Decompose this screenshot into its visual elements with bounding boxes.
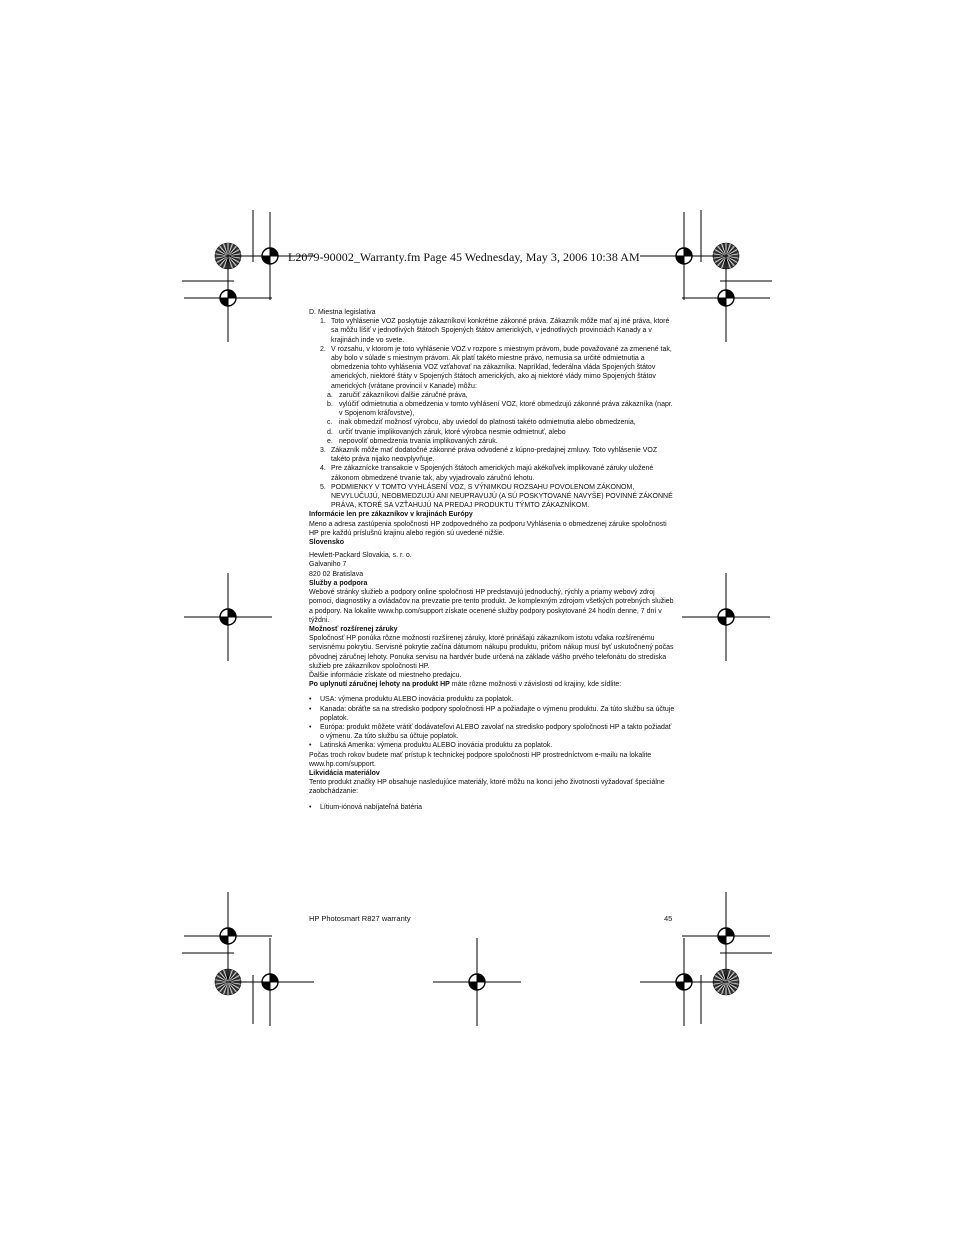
sublist-text: inak obmedziť možnosť výrobcu, aby uviedol do platnosti takéto odmietnutia alebo obmedzenia,: [339, 419, 636, 427]
section-title: D. Miestna legislatíva: [309, 309, 376, 316]
after-warranty-tail: Počas troch rokov budete mať prístup k technickej podpore spoločnosti HP prostredníctvom e-mailu na lokalite www.hp.com/support.: [309, 751, 652, 768]
list-text: Pre zákaznícke transakcie v Spojených štátoch amerických majú akékoľvek implikované záruky uložené zákonom obmedzené trvanie tak, aby vyjadrovalo záručnú lehotu.: [331, 465, 654, 482]
sublist-item: [309, 391, 675, 400]
bullet-text: Latinská Amerika: výmena produktu ALEBO inovácia produktu za poplatok.: [320, 742, 553, 750]
registration-mark-lower-right: [682, 892, 770, 980]
bullet-item: [309, 723, 675, 741]
registration-mark-bottom-center: [433, 938, 521, 1026]
address-line: Hewlett-Packard Slovakia, s. r. o.: [309, 552, 412, 560]
list-item: [309, 483, 675, 511]
list-text: PODMIENKY V TOMTO VYHLÁSENÍ VOZ, S VÝNIMKOU ROZSAHU POVOLENOM ZÁKONOM, NEVYLUČUJÚ, NEOBMEDZUJÚ ANI NEUPRAVUJÚ (A SÚ POSKYTOVANÉ NAVYŠE) POVINNÉ ZÁKONNÉ PRÁVA, KTORÉ SA VZŤAHUJÚ NA PREDAJ PRODUKTU TÝMTO ZÁKAZNÍKOM.: [331, 483, 673, 510]
bullet-text: Európa: produkt môžete vrátiť dodávateľovi ALEBO zavolať na stredisko podpory spoločnosti HP a takto požiadať o výmenu. Za túto službu sa účtuje poplatok.: [320, 723, 672, 741]
sublist-item: [309, 400, 675, 418]
sublist-text: vylúčiť odmietnutia a obmedzenia v tomto vyhlásení VOZ, ktoré obmedzujú zákonné práva zákazníka (napr. v Spojenom kráľovstve),: [339, 401, 673, 418]
section-local-legislation: [309, 308, 675, 510]
registration-mark-mid-right: [682, 573, 770, 661]
address-line: Galvaniho 7: [309, 561, 347, 569]
legislation-list: [309, 317, 675, 510]
address-line: 820 02 Bratislava: [309, 570, 364, 578]
page-number: 45: [664, 914, 673, 923]
bullet-mark: •: [309, 705, 312, 713]
list-text: V rozsahu, v ktorom je toto vyhlásenie VOZ v rozpore s miestnym právom, bude považované za zmenené tak, aby bolo v súlade s miestnym právom. Ak platí takéto miestne právo, nemusia sa určité odmietnutia a obmedzenia tohto vyhlásenia VOZ vzťahovať na zákazníka. Napríklad, federálna vláda Spojených štátov amerických, niektoré štáty v Spojených štátoch amerických, ako aj niektoré vlády mimo Spojených štátov amerických (vrátane provincií v Kanade) môžu:: [331, 345, 672, 390]
support-heading: Služby a podpora: [309, 579, 368, 587]
sublist-letter: e.: [327, 437, 333, 445]
after-warranty-lead-bold: Po uplynutí záručnej lehoty na produkt HP: [309, 681, 450, 689]
list-number: 5.: [320, 483, 326, 491]
list-number: 1.: [320, 318, 326, 326]
slovensko-address: [309, 551, 675, 579]
sublist-letter: b.: [327, 401, 333, 409]
extended-heading: Možnosť rozšírenej záruky: [309, 625, 398, 633]
sublist-letter: c.: [327, 419, 333, 427]
bullet-item: [309, 695, 675, 704]
bullet-mark: •: [309, 742, 312, 750]
extended-body: Spoločnosť HP ponúka rôzne možnosti rozšírenej záruky, ktoré prinášajú zákazníkom istotu vďaka rozšírenému servisnému pokrytiu. Servisné pokrytie začína dátumom nákupu produktu, pričom nákup musí byť uskutočnený počas pôvodnej záručnej lehoty. Ponuka servisu na hardvér bude určená na základe vášho prvého telefonátu do strediska služieb pre zákazníkov spoločnosti HP.: [309, 635, 674, 670]
running-head: L2079-90002_Warranty.fm Page 45 Wednesday, May 3, 2006 10:38 AM: [288, 250, 640, 264]
bullet-item: [309, 705, 675, 723]
bullet-item: [309, 803, 675, 812]
sublist-item: [309, 437, 675, 446]
disposal-body: Tento produkt značky HP obsahuje nasledujúce materiály, ktoré môžu na konci jeho životnosti vyžadovať špeciálne zaobchádzanie:: [309, 779, 665, 796]
disposal-heading: Likvidácia materiálov: [309, 769, 380, 777]
bullet-mark: •: [309, 803, 312, 811]
after-warranty-list: [309, 695, 675, 750]
list-text: Zákazník môže mať dodatočné zákonné práva odvodené z kúpno-predajnej zmluvy. Toto vyhlásenie VOZ takéto práva nijako neovplyvňuje.: [331, 447, 658, 464]
document-body: [309, 308, 675, 812]
registration-mark-lower-left: [184, 892, 272, 980]
list-item: [309, 345, 675, 391]
sublist-item: [309, 428, 675, 437]
bullet-text: USA: výmena produktu ALEBO inovácia produktu za poplatok.: [320, 696, 514, 704]
bullet-mark: •: [309, 723, 312, 731]
list-number: 3.: [320, 447, 326, 455]
sublist-letter: d.: [327, 428, 333, 436]
registration-mark-top-right: [640, 212, 728, 300]
bullet-mark: •: [309, 696, 312, 704]
list-number: 4.: [320, 465, 326, 473]
after-warranty-lead-rest: máte rôzne možnosti v závislosti od krajiny, kde sídlite:: [449, 681, 622, 689]
bullet-text: Kanada: obráťte sa na stredisko podpory spoločnosti HP a požiadajte o výmenu produktu. Za túto službu sa účtuje poplatok.: [320, 705, 675, 722]
list-item: [309, 317, 675, 345]
registration-mark-mid-left: [184, 573, 272, 661]
after-warranty-lead: [309, 680, 675, 689]
sublist-text: určiť trvanie implikovaných záruk, ktoré výrobca nesmie odmietnuť, alebo: [339, 428, 566, 436]
europe-heading: Informácie len pre zákazníkov v krajinách Európy: [309, 511, 473, 519]
list-number: 2.: [320, 345, 326, 353]
slovensko-heading: Slovensko: [309, 539, 345, 547]
footer-title: HP Photosmart R827 warranty: [309, 914, 411, 923]
registration-mark-upper-left: [184, 254, 272, 342]
europe-body: Meno a adresa zastúpenia spoločnosti HP zodpovedného za podporu Vyhlásenia o obmedzenej záruke spoločnosti HP pre každú príslušnú krajinu alebo región sú uvedené nižšie.: [309, 520, 667, 537]
registration-mark-bottom-right: [640, 938, 728, 1026]
list-text: Toto vyhlásenie VOZ poskytuje zákazníkovi konkrétne zákonné práva. Zákazník môže mať aj iné práva, ktoré sa môžu líšiť v jednotlivých štátoch Spojených štátov amerických, v jednotlivých provinciách Kanady a v krajinách inde vo svete.: [331, 318, 670, 344]
bullet-item: [309, 741, 675, 750]
extended-more: Ďalšie informácie získate od miestneho predajcu.: [309, 671, 462, 679]
list-item: [309, 464, 675, 482]
list-item: [309, 446, 675, 464]
sublist-text: nepovoliť obmedzenia trvania implikovaných záruk.: [339, 437, 498, 445]
support-body: Webové stránky služieb a podpory online spoločnosti HP predstavujú jednoduchý, rýchly a priamy webový zdroj pomoci, diagnostiky a ovládačov na prevzatie pre tento produkt. Je komplexným zdrojom všetkých potrebných služieb a podpory. Na lokalite www.hp.com/support získate ocenené služby podpory poskytované 24 hodín denne, 7 dní v týždni.: [309, 589, 674, 624]
sublist-text: zaručiť zákazníkovi ďalšie záručné práva,: [339, 391, 468, 399]
registration-mark-bottom-left: [226, 938, 314, 1026]
sublist: [309, 391, 675, 446]
sublist-item: [309, 418, 675, 427]
bullet-text: Lítium-iónová nabíjateľná batéria: [320, 803, 423, 811]
registration-mark-upper-right: [682, 254, 770, 342]
sublist-letter: a.: [327, 391, 333, 399]
